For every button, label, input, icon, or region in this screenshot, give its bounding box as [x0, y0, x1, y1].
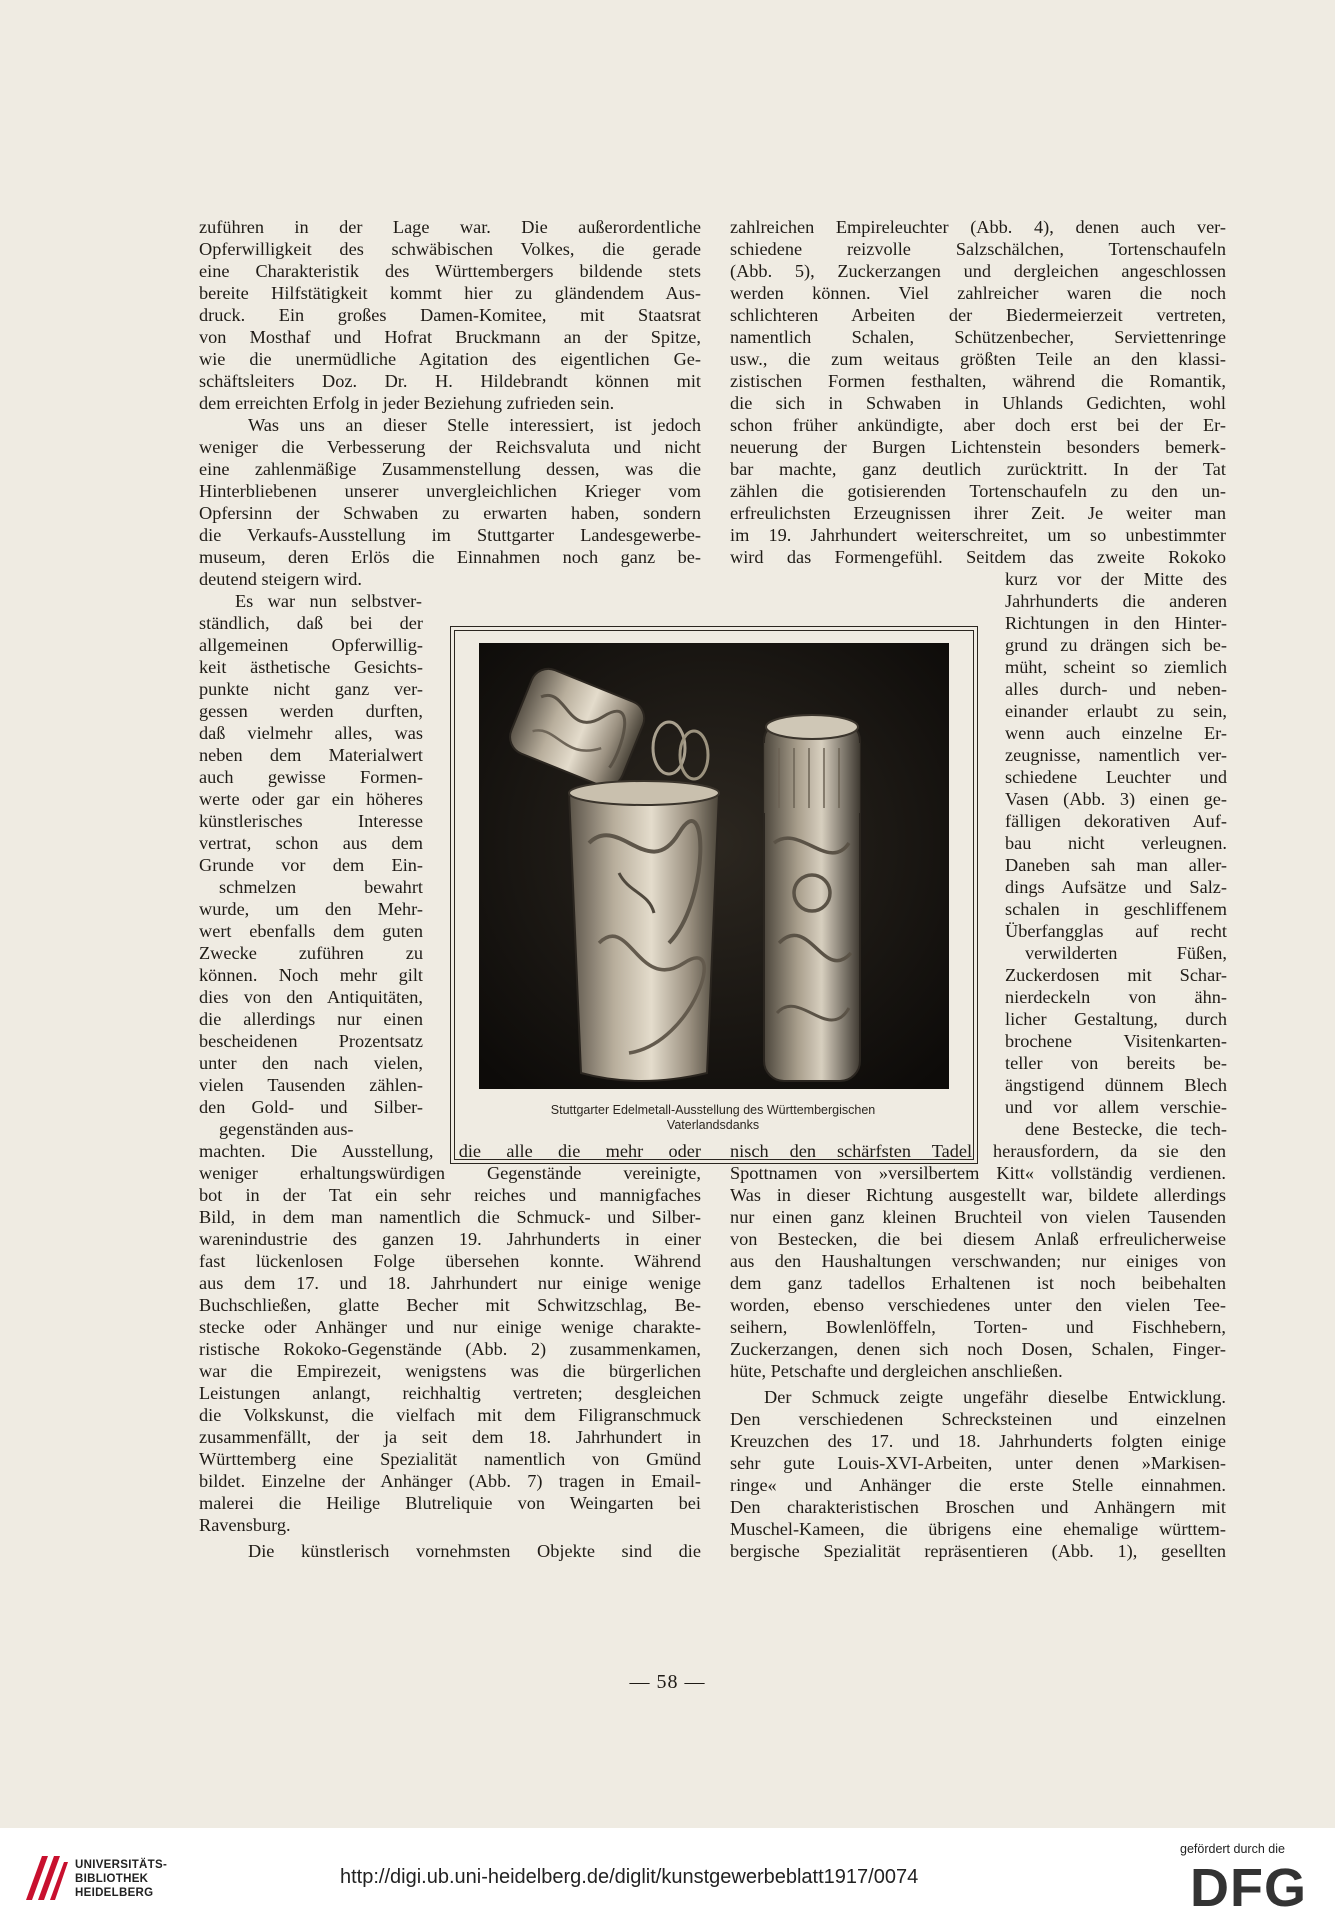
text-line: dies von den Antiquitäten, [199, 987, 423, 1007]
text-line: künstlerisches Interesse [199, 811, 423, 831]
figure-caption-line-1: Stuttgarter Edelmetall-Ausstellung des Württembergischen [550, 1103, 876, 1117]
text-line: Ravensburg. [199, 1515, 291, 1535]
text-line: Buchschließen, glatte Becher mit Schwitzschlag, Be- [199, 1295, 701, 1315]
text-line: wenn auch einzelne Er- [1005, 723, 1227, 743]
text-line: Grunde vor dem Ein- [199, 855, 423, 875]
library-name: UNIVERSITÄTS- BIBLIOTHEK HEIDELBERG [75, 1859, 168, 1899]
text-line: unter den nach vielen, [199, 1053, 423, 1073]
text-line: schiedene reizvolle Salzschälchen, Tortenschaufeln [730, 239, 1226, 259]
text-line: Kreuzchen des 17. und 18. Jahrhunderts folgten einige [730, 1431, 1226, 1451]
text-line: dem erreichten Erfolg in jeder Beziehung zufrieden sein. [199, 393, 615, 413]
text-line: punkte nicht ganz ver- [199, 679, 423, 699]
text-line: Die künstlerisch vornehmsten Objekte sind die [248, 1541, 701, 1561]
figure-photograph [479, 643, 949, 1089]
source-url-link[interactable]: http://digi.ub.uni-heidelberg.de/diglit/kunstgewerbeblatt1917/0074 [340, 1866, 919, 1888]
text-line: machten. Die Ausstellung, die alle die mehr oder [199, 1141, 701, 1161]
text-line: brochene Visitenkarten- [1005, 1031, 1227, 1051]
text-line: eine Charakteristik des Württembergers bildende stets [199, 261, 701, 281]
text-line: von Bestecken, die bei diesem Anlaß erfreulicherweise [730, 1229, 1226, 1249]
text-line: Zwecke zuführen zu [199, 943, 423, 963]
text-line: dings Aufsätze und Salz- [1005, 877, 1227, 897]
text-line: war die Empirezeit, wenigstens was die bürgerlichen [199, 1361, 701, 1381]
text-line: warenindustrie des ganzen 19. Jahrhunderts in einer [199, 1229, 701, 1249]
text-line: zistischen Formen festhalten, während die Romantik, [730, 371, 1226, 391]
text-line: stecke oder Anhänger und nur einige wenige charakte- [199, 1317, 701, 1337]
text-line: von Mosthaf und Hofrat Bruckmann an der Spitze, [199, 327, 701, 347]
text-line: kurz vor der Mitte des [1005, 569, 1227, 589]
text-line: Was in dieser Richtung ausgestellt war, bildete allerdings [730, 1185, 1226, 1205]
text-line: vertrat, schon aus dem [199, 833, 423, 853]
text-line: erfreulichsten Erzeugnissen ihrer Zeit. Je weiter man [730, 503, 1226, 523]
text-line: ristische Rokoko-Gegenstände (Abb. 2) zusammenkamen, [199, 1339, 701, 1359]
text-line: ängstigend dünnem Blech [1005, 1075, 1227, 1095]
text-line: neuerung der Burgen Lichtenstein besonders bemerk- [730, 437, 1226, 457]
text-line: schlichteren Arbeiten der Biedermeierzeit vertreten, [730, 305, 1226, 325]
text-line: die Volkskunst, die vielfach mit dem Filigranschmuck [199, 1405, 701, 1425]
text-line: Bild, in dem man namentlich die Schmuck- und Silber- [199, 1207, 701, 1227]
text-line: aus dem 17. und 18. Jahrhundert nur einige wenige [199, 1273, 701, 1293]
text-line: Opferwilligkeit des schwäbischen Volkes, die gerade [199, 239, 701, 259]
text-line: nierdeckeln von ähn- [1005, 987, 1227, 1007]
text-line: Württemberg eine Spezialität namentlich von Gmünd [199, 1449, 701, 1469]
text-line: seihern, Bowlenlöffeln, Torten- und Fischhebern, [730, 1317, 1226, 1337]
text-line: die allerdings nur einen [199, 1009, 423, 1029]
text-line: teller von bereits be- [1005, 1053, 1227, 1073]
text-line: druck. Ein großes Damen-Komitee, mit Staatsrat [199, 305, 701, 325]
text-line: gegenständen aus- [219, 1119, 354, 1139]
text-line: schiedene Leuchter und [1005, 767, 1227, 787]
text-line: werden können. Viel zahlreicher waren die noch [730, 283, 1226, 303]
text-line: Zuckerzangen, denen sich noch Dosen, Schalen, Finger- [730, 1339, 1226, 1359]
text-line: bergische Spezialität repräsentieren (Abb. 1), gesellten [730, 1541, 1226, 1561]
text-line: hüte, Petschafte und dergleichen anschließen. [730, 1361, 1063, 1381]
text-line: Spottnamen von »versilbertem Kitt« vollständig verdienen. [730, 1163, 1226, 1183]
text-line: usw., die zum weitaus größten Teile an den klassi- [730, 349, 1226, 369]
text-line: fälligen dekorativen Auf- [1005, 811, 1227, 831]
figure-caption-line-2: Vaterlandsdanks [666, 1118, 760, 1132]
text-line: bildet. Einzelne der Anhänger (Abb. 7) tragen in Email- [199, 1471, 701, 1491]
text-line: weniger die Verbesserung der Reichsvaluta und nicht [199, 437, 701, 457]
text-line: wie die unermüdliche Agitation des eigentlichen Ge- [199, 349, 701, 369]
text-line: worden, ebenso verschiedenes unter den vielen Tee- [730, 1295, 1226, 1315]
text-line: museum, deren Erlös die Einnahmen noch ganz be- [199, 547, 701, 567]
text-line: können. Noch mehr gilt [199, 965, 423, 985]
text-line: wert ebenfalls dem guten [199, 921, 423, 941]
text-line: Hinterbliebenen unserer unvergleichlichen Krieger vom [199, 481, 701, 501]
text-line: dene Bestecke, die tech- [1025, 1119, 1227, 1139]
text-line: deutend steigern wird. [199, 569, 362, 589]
text-line: Was uns an dieser Stelle interessiert, ist jedoch [248, 415, 701, 435]
text-line: schalen in geschliffenem [1005, 899, 1227, 919]
funder-label: gefördert durch die [1180, 1842, 1285, 1856]
text-line: Den charakteristischen Broschen und Anhängern mit [730, 1497, 1226, 1517]
text-line: ringe« und Anhänger die erste Stelle einnahmen. [730, 1475, 1226, 1495]
text-line: Richtungen in den Hinter- [1005, 613, 1227, 633]
text-line: die sich in Schwaben in Uhlands Gedichten, wohl [730, 393, 1226, 413]
text-line: auch gewisse Formen- [199, 767, 423, 787]
text-line: schmelzen bewahrt [219, 877, 423, 897]
text-line: zahlreichen Empireleuchter (Abb. 4), denen auch ver- [730, 217, 1226, 237]
text-line: bescheidenen Prozentsatz [199, 1031, 423, 1051]
text-line: wird das Formengefühl. Seitdem das zweite Rokoko [730, 547, 1226, 567]
text-line: sehr gute Louis-XVI-Arbeiten, unter denen »Markisen- [730, 1453, 1226, 1473]
text-line: nisch den schärfsten Tadel herausfordern, da sie den [730, 1141, 1226, 1161]
text-line: aus den Haushaltungen verschwanden; nur einiges von [730, 1251, 1226, 1271]
text-line: einander erlaubt zu sein, [1005, 701, 1227, 721]
text-line: bot in der Tat ein sehr reiches und mannigfaches [199, 1185, 701, 1205]
text-line: ständlich, daß bei der [199, 613, 423, 633]
text-line: zählen die gotisierenden Tortenschaufeln zu den un- [730, 481, 1226, 501]
text-line: zeugnisse, namentlich ver- [1005, 745, 1227, 765]
text-line: schon früher ankündigte, aber doch erst bei der Er- [730, 415, 1226, 435]
text-line: Der Schmuck zeigte ungefähr dieselbe Entwicklung. [764, 1387, 1226, 1407]
text-line: Leistungen anlangt, reichhaltig vertreten; desgleichen [199, 1383, 701, 1403]
text-line: Den verschiedenen Schrecksteinen und einzelnen [730, 1409, 1226, 1429]
text-line: den Gold- und Silber- [199, 1097, 423, 1117]
text-line: wurde, um den Mehr- [199, 899, 423, 919]
text-line: Daneben sah man aller- [1005, 855, 1227, 875]
text-line: Zuckerdosen mit Schar- [1005, 965, 1227, 985]
text-line: Jahrhunderts die anderen [1005, 591, 1227, 611]
text-line: eine zahlenmäßige Zusammenstellung dessen, was die [199, 459, 701, 479]
text-line: Muschel-Kameen, die übrigens eine ehemalige württem- [730, 1519, 1226, 1539]
text-line: bau nicht verleugnen. [1005, 833, 1227, 853]
text-line: licher Gestaltung, durch [1005, 1009, 1227, 1029]
text-line: Opfersinn der Schwaben zu erwarten haben, sondern [199, 503, 701, 523]
text-line: neben dem Materialwert [199, 745, 423, 765]
text-line: zusammenfällt, der ja seit dem 18. Jahrhundert in [199, 1427, 701, 1447]
text-line: zuführen in der Lage war. Die außerordentliche [199, 217, 701, 237]
text-line: malerei die Heilige Blutreliquie von Weingarten bei [199, 1493, 701, 1513]
text-line: namentlich Schalen, Schützenbecher, Serviettenringe [730, 327, 1226, 347]
silver-etuis-illustration [479, 643, 949, 1089]
text-line: fast lückenlosen Folge übersehen konnte. Während [199, 1251, 701, 1271]
text-line: im 19. Jahrhundert weiterschreitet, um so unbestimmter [730, 525, 1226, 545]
text-line: schäftsleiters Doz. Dr. H. Hildebrandt können mit [199, 371, 701, 391]
text-line: gessen werden durften, [199, 701, 423, 721]
text-line: keit ästhetische Gesichts- [199, 657, 423, 677]
dfg-logo: DFG [1190, 1858, 1307, 1918]
text-line: dem ganz tadellos Erhaltenen ist noch beibehalten [730, 1273, 1226, 1293]
text-line: vielen Tausenden zählen- [199, 1075, 423, 1095]
text-line: allgemeinen Opferwillig- [199, 635, 423, 655]
text-line: und vor allem verschie- [1005, 1097, 1227, 1117]
digitization-footer [0, 1828, 1335, 1930]
text-line: die Verkaufs-Ausstellung im Stuttgarter Landesgewerbe- [199, 525, 701, 545]
text-line: daß vielmehr alles, was [199, 723, 423, 743]
page-number: — 58 — [629, 1671, 706, 1693]
text-line: nur einen ganz kleinen Bruchteil von vielen Tausenden [730, 1207, 1226, 1227]
text-line: bar machte, ganz deutlich zurücktritt. In der Tat [730, 459, 1226, 479]
text-line: Es war nun selbstver- [235, 591, 422, 611]
text-line: alles durch- und neben- [1005, 679, 1227, 699]
text-line: verwilderten Füßen, [1025, 943, 1227, 963]
text-line: werte oder gar ein höheres [199, 789, 423, 809]
text-line: Überfangglas auf recht [1005, 921, 1227, 941]
text-line: grund zu drängen sich be- [1005, 635, 1227, 655]
text-line: bereite Hilfstätigkeit kommt hier zu gländendem Aus- [199, 283, 701, 303]
library-logo-icon [22, 1848, 70, 1909]
text-line: Vasen (Abb. 3) einen ge- [1005, 789, 1227, 809]
text-line: weniger erhaltungswürdigen Gegenstände vereinigte, [199, 1163, 701, 1183]
text-line: (Abb. 5), Zuckerzangen und dergleichen angeschlossen [730, 261, 1226, 281]
text-line: müht, scheint so ziemlich [1005, 657, 1227, 677]
